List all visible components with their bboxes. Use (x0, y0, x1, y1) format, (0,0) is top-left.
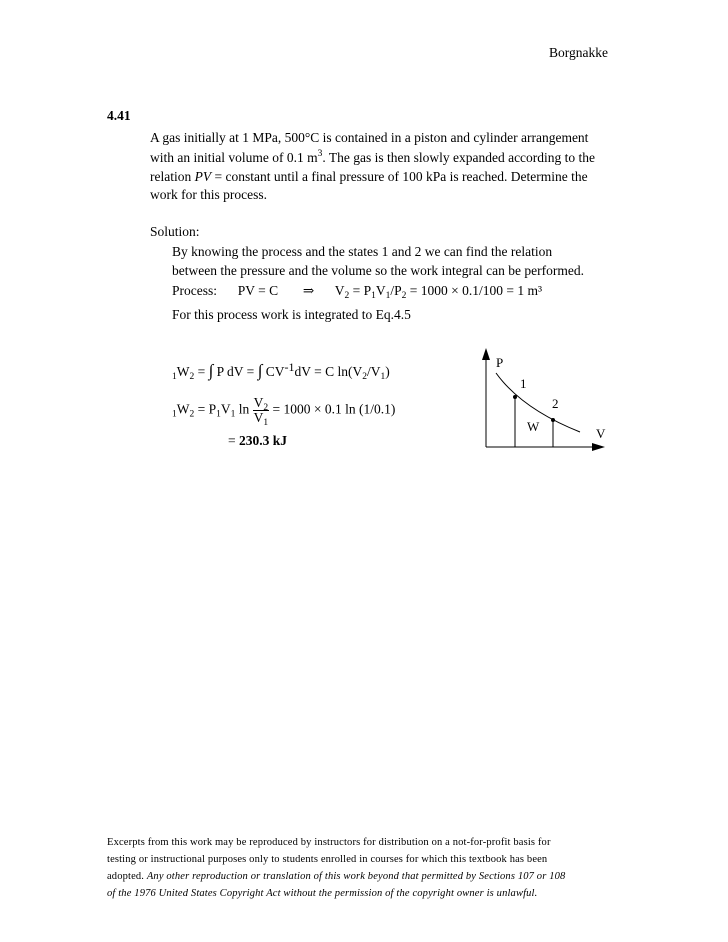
solution-text-1: By knowing the process and the states 1 and 2 we can find the relation (172, 244, 553, 259)
v-axis-arrow (592, 443, 605, 451)
footer-line-2: testing or instructional purposes only to students enrolled in courses for which this textbook has been (107, 854, 548, 865)
statement-line-2: with an initial volume of 0.1 $m^3$. The gas is then slowly expanded according to the (150, 149, 596, 165)
state-1-label: 1 (520, 376, 527, 391)
work-label: W (527, 419, 540, 434)
solution-heading: Solution: (150, 224, 200, 239)
solution-text-3: For this process work is integrated to Eq.4.5 (172, 307, 411, 322)
state-2-point (551, 418, 555, 422)
work-result-equation: $_1W_2 = P_1V_1$ ln $\frac{V_2}{V_1}$ = 1000 × 0.1 ln (1/0.1) (172, 395, 396, 428)
statement-line-4: work for this process. (150, 187, 267, 202)
p-axis-arrow (482, 348, 490, 360)
process-line: Process: PV = C ⇒ $V_2 = P_1V_1/P_2 = 1000 \times 0.1/100 = 1$ m³ (172, 283, 542, 301)
v-label: V (596, 426, 606, 441)
problem-number: 4.41 (107, 108, 131, 123)
p-label: P (496, 355, 504, 370)
statement-line-1: A gas initially at 1 MPa, 500°C is contained in a piston and cylinder arrangement (150, 130, 589, 145)
state-1-point (513, 395, 517, 399)
footer-line-3: adopted. Any other reproduction or translation of this work beyond that permitted by Sections 107 or 108 (107, 871, 566, 882)
footer-line-1: Excerpts from this work may be reproduced by instructors for distribution on a not-for-profit basis for (107, 837, 551, 848)
state-2-label: 2 (552, 396, 559, 411)
solution-text-2: between the pressure and the volume so the work integral can be performed. (172, 263, 584, 278)
pv-diagram (470, 345, 620, 455)
work-integral-equation: $_1W_2$ = ∫ P dV = ∫ $CV^{-1}dV = C$ $\ln(V_2/V_1)$ (172, 360, 390, 382)
header-author: Borgnakke (549, 45, 608, 60)
footer-line-4: of the 1976 United States Copyright Act without the permission of the copyright owner is unlawful. (107, 888, 538, 899)
final-answer: = 230.3 kJ (228, 433, 288, 448)
statement-line-3: relation PV = constant until a final pressure of 100 kPa is reached. Determine the (150, 169, 588, 184)
